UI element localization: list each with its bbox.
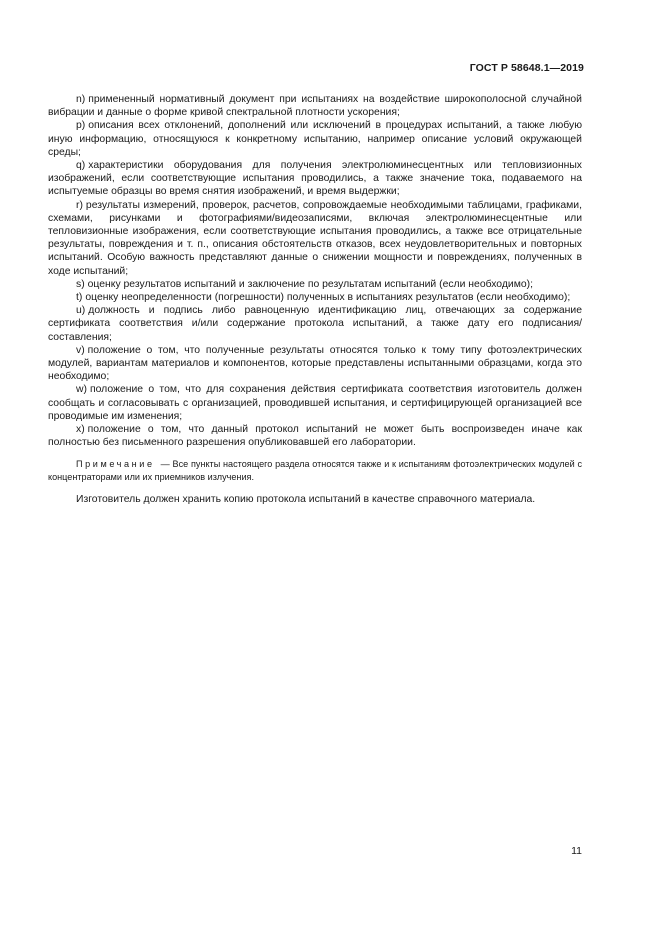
list-item <box>48 291 582 304</box>
list-item <box>48 199 582 278</box>
item-text: примененный нормативный документ при испытаниях на воздействие широкополосной случайной вибрации и данные о форме кривой спектральной плотности ускорения; <box>48 94 582 119</box>
list-item <box>48 383 582 423</box>
item-letter: s) <box>76 278 85 290</box>
item-text: положение о том, что полученные результаты относятся только к тому типу фотоэлектрических модулей, вариантам материалов и компонентов, которые представлены испытанными образцами, когда это необходимо; <box>48 344 582 383</box>
item-letter: u) <box>76 305 86 317</box>
list-item <box>48 278 582 291</box>
item-letter: t) <box>76 292 83 304</box>
item-text: описания всех отклонений, дополнений или исключений в процедурах испытаний, а также любую иную информацию, относящуюся к конкретному испытанию, например описание условий окружающей среды; <box>48 120 582 158</box>
list-item <box>48 304 582 344</box>
item-text: оценку неопределенности (погрешности) полученных в испытаниях результатов (если необходимо); <box>85 292 571 304</box>
list-item <box>48 93 582 119</box>
list-item <box>48 344 582 384</box>
item-letter: w) <box>76 384 87 396</box>
item-letter: p) <box>76 120 86 132</box>
item-text: характеристики оборудования для получения электролюминесцентных или тепловизионных изображений, если соответствующие испытания проводились, а также значение тока, подаваемого на испытуемые образцы во время снятия изображений, и время выдержки; <box>48 160 582 198</box>
note-label: Примечание <box>76 459 155 470</box>
list-item <box>48 119 582 159</box>
page-number: 11 <box>571 845 582 857</box>
item-letter: n) <box>76 94 86 105</box>
item-letter: r) <box>76 199 83 211</box>
note <box>48 458 582 483</box>
item-text: должность и подпись либо равноценную идентификацию лиц, отвечающих за содержание сертификата соответствия и/или содержание протокола испытаний, а также дату его подписания/составления; <box>48 305 582 343</box>
main-content <box>48 93 582 516</box>
item-letter: x) <box>76 424 85 436</box>
note-text: — Все пункты настоящего раздела относятся также и к испытаниям фотоэлектрических модулей с концентраторами или их приемников излучения. <box>48 459 582 482</box>
item-text: оценку результатов испытаний и заключение по результатам испытаний (если необходимо); <box>87 278 533 290</box>
standard-header: ГОСТ Р 58648.1—2019 <box>469 62 584 74</box>
item-letter: v) <box>76 344 85 356</box>
closing-paragraph: Изготовитель должен хранить копию протокола испытаний в качестве справочного материала. <box>76 493 536 505</box>
item-letter: q) <box>76 160 86 172</box>
list-item <box>48 159 582 199</box>
item-text: результаты измерений, проверок, расчетов, сопровождаемые необходимыми таблицами, графиками, схемами, рисунками и фотографиями/видеозаписями, включая электролюминесцентные или тепловизионные изображения, если соответствующие испытания проводились, а также все отрицательные результаты, повреждения и т. п., описания обстоятельств отказов, всех неудовлетворительных и повторных испытаний. Особую важность представляют данные о снижении мощности и повреждениях, полученных в ходе испытаний; <box>48 199 582 277</box>
list-item <box>48 423 582 449</box>
item-text: положение о том, что для сохранения действия сертификата соответствия изготовитель должен сообщать и согласовывать с организацией, проводившей испытания, и сертифицирующей организацией все проводимые им изменения; <box>48 384 582 422</box>
item-text: положение о том, что данный протокол испытаний не может быть воспроизведен иначе как полностью без письменного разрешения опубликовавшей его лаборатории. <box>48 424 582 449</box>
